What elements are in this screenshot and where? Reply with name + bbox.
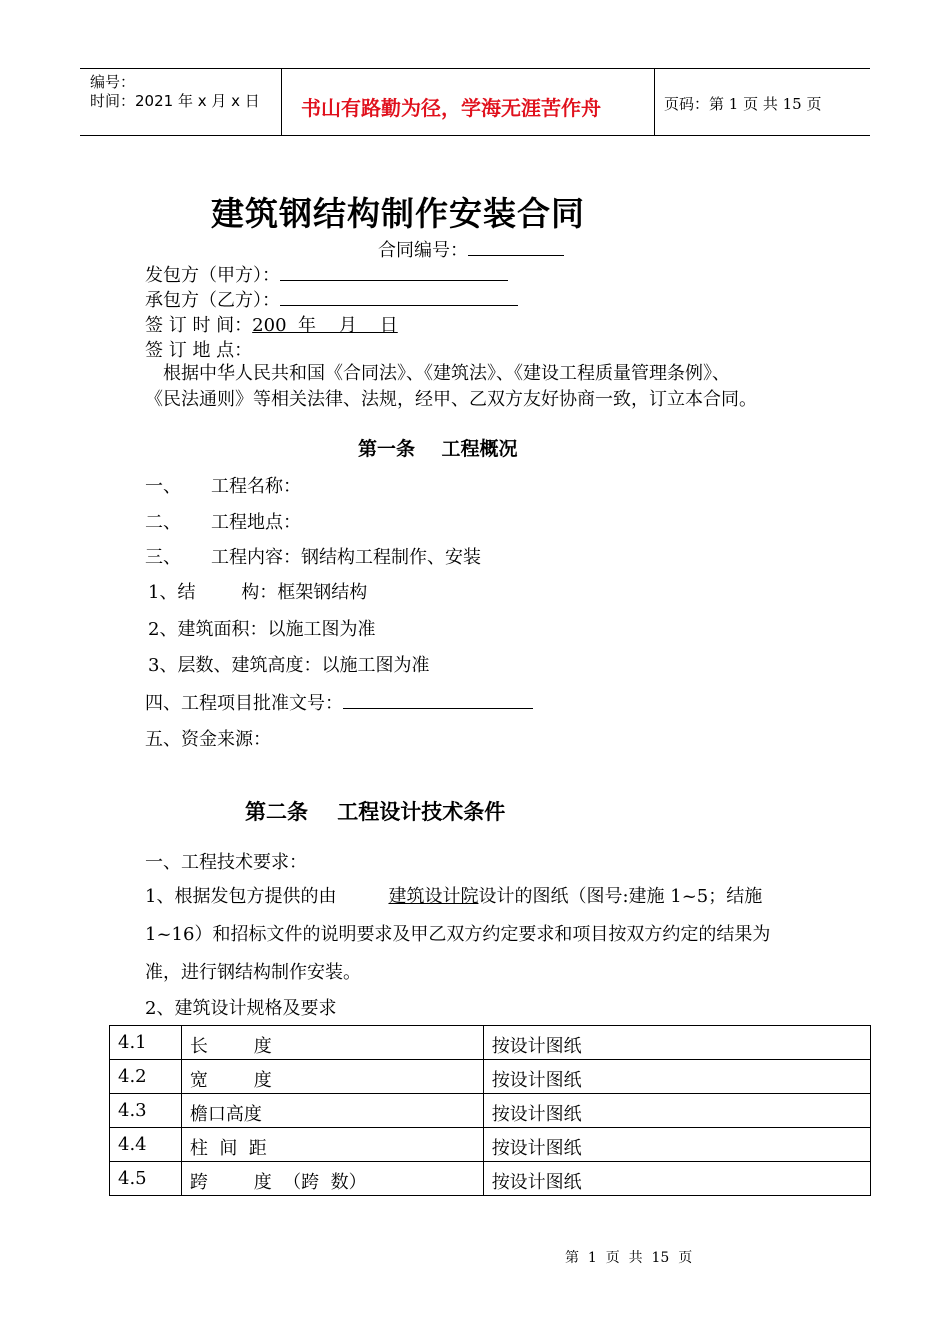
article-1-item-1-num: 一、	[145, 476, 181, 497]
sign-time-value: 200 年 月 日	[252, 315, 398, 336]
article-2-para-line-3: 准，进行钢结构制作安装。	[145, 962, 361, 983]
table-cell-no: 4.3	[110, 1094, 182, 1128]
page-footer: 第 1 页 共 15 页	[565, 1250, 693, 1266]
table-row	[110, 1128, 871, 1162]
table-cell-req: 按设计图纸	[483, 1162, 870, 1196]
table-row	[110, 1094, 871, 1128]
approval-number-blank	[343, 690, 533, 709]
article-1-sub-item-2: 2、建筑面积：以施工图为准	[148, 619, 376, 640]
party-a-label: 发包方（甲方）：	[145, 265, 280, 286]
party-b-line	[145, 286, 518, 312]
sign-time-label: 签 订 时 间：	[145, 315, 253, 336]
table-row	[110, 1162, 871, 1196]
designer-name: 建筑设计院	[388, 886, 479, 907]
contract-number-blank	[468, 237, 564, 256]
article-1-item-2-num: 二、	[145, 512, 181, 533]
table-cell-item: 宽 度	[181, 1060, 483, 1094]
table-cell-req: 按设计图纸	[483, 1060, 870, 1094]
para-line-1-b: 设计的图纸（图号:建施 1~5；结施	[478, 886, 763, 907]
table-cell-no: 4.5	[110, 1162, 182, 1196]
para-line-1-a: 1、根据发包方提供的由	[145, 886, 337, 907]
approval-number-label: 四、工程项目批准文号：	[145, 693, 343, 714]
header-motto: 书山有路勤为径，学海无涯苦作舟	[301, 96, 601, 120]
header-divider-right	[654, 68, 655, 135]
article-1-item-2-text: 工程地点：	[211, 512, 301, 533]
article-1-item-5: 五、资金来源：	[145, 729, 271, 750]
table-cell-item: 跨 度 （跨 数）	[181, 1162, 483, 1196]
preamble-line-1: 根据中华人民共和国《合同法》、《建筑法》、《建设工程质量管理条例》、	[163, 363, 730, 384]
table-cell-no: 4.2	[110, 1060, 182, 1094]
header-time: 时间：2021 年 x 月 x 日	[90, 92, 260, 110]
table-cell-item: 柱 间 距	[181, 1128, 483, 1162]
header-top-rule	[80, 68, 870, 69]
party-b-blank	[280, 287, 518, 306]
article-1-item-4	[145, 689, 533, 715]
table-cell-req: 按设计图纸	[483, 1094, 870, 1128]
article-1-sub-item-1: 1、结 构：框架钢结构	[148, 582, 368, 603]
article-2-para-line-2: 1~16）和招标文件的说明要求及甲乙双方约定要求和项目按双方约定的结果为	[145, 924, 771, 945]
header-bottom-rule	[80, 135, 870, 136]
party-a-blank	[280, 262, 508, 281]
article-1-heading: 第一条 工程概况	[358, 438, 518, 460]
sign-place-label: 签 订 地 点：	[145, 340, 253, 361]
article-1-item-3-text: 工程内容：钢结构工程制作、安装	[211, 547, 481, 568]
table-cell-no: 4.4	[110, 1128, 182, 1162]
spec-table	[109, 1025, 871, 1196]
document-title: 建筑钢结构制作安装合同	[211, 194, 585, 233]
header-page-info: 页码：第 1 页 共 15 页	[664, 95, 822, 113]
sign-time-line	[145, 311, 398, 337]
article-1-item-1-text: 工程名称：	[211, 476, 301, 497]
article-1-sub-item-3: 3、层数、建筑高度：以施工图为准	[148, 655, 430, 676]
table-cell-no: 4.1	[110, 1026, 182, 1060]
table-row	[110, 1026, 871, 1060]
table-cell-item: 檐口高度	[181, 1094, 483, 1128]
header-bianhao: 编号：	[90, 73, 136, 91]
party-b-label: 承包方（乙方）：	[145, 290, 280, 311]
table-cell-item: 长 度	[181, 1026, 483, 1060]
header-divider-left	[281, 68, 282, 135]
table-cell-req: 按设计图纸	[483, 1026, 870, 1060]
contract-number-label: 合同编号：	[378, 240, 468, 261]
article-2-heading: 第二条 工程设计技术条件	[245, 800, 506, 824]
preamble-line-2: 《民法通则》等相关法律、法规，经甲、乙双方友好协商一致，订立本合同。	[145, 389, 757, 410]
article-2-item-2: 2、建筑设计规格及要求	[145, 998, 337, 1019]
table-row	[110, 1060, 871, 1094]
contract-number	[378, 236, 564, 262]
article-2-para-line-1	[145, 882, 762, 908]
article-2-item-1: 一、工程技术要求：	[145, 852, 307, 873]
table-cell-req: 按设计图纸	[483, 1128, 870, 1162]
party-a-line	[145, 261, 508, 287]
article-1-item-3-num: 三、	[145, 547, 181, 568]
